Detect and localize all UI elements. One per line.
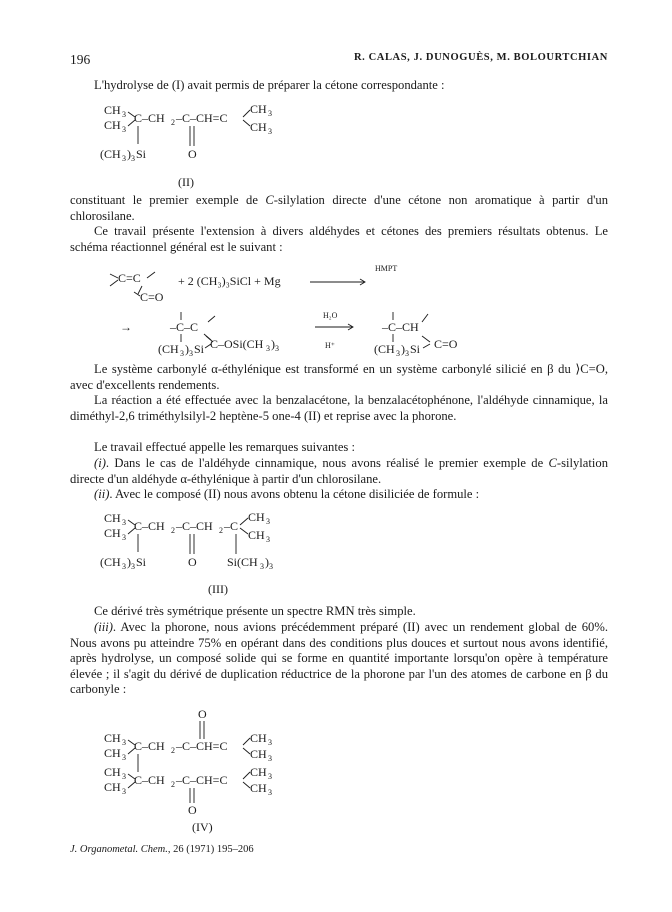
- svg-text:–C–C: –C–C: [170, 320, 199, 334]
- svg-text:3: 3: [122, 518, 126, 527]
- formula-iii-structure: [100, 508, 350, 578]
- reaction-scheme: [70, 260, 608, 363]
- svg-text:CH: CH: [104, 118, 121, 132]
- svg-text:CH: CH: [104, 780, 121, 794]
- paragraph-text: -silylation directe d'une cétone non aromatique à partir d'un chlorosilane.: [70, 193, 608, 223]
- paragraph-hydrolysis: L'hydrolyse de (I) avait permis de préparer la cétone correspondante :: [94, 78, 445, 92]
- svg-text:3: 3: [122, 772, 126, 781]
- paragraph-italic: C: [265, 193, 274, 207]
- svg-text:3: 3: [268, 127, 272, 136]
- paragraph-italic: (i): [94, 456, 106, 470]
- svg-text:3: 3: [131, 562, 135, 571]
- svg-text:CH: CH: [104, 511, 121, 525]
- svg-text:C=O: C=O: [434, 337, 458, 351]
- svg-text:CH: CH: [250, 102, 267, 116]
- page-header: [70, 52, 608, 70]
- svg-text:3: 3: [122, 738, 126, 747]
- svg-text:–C–CH: –C–CH: [382, 320, 419, 334]
- svg-text:3: 3: [122, 787, 126, 796]
- svg-text:3: 3: [122, 125, 126, 134]
- formula-iii-label: (III): [208, 582, 228, 596]
- svg-text:–C–CH=C: –C–CH=C: [176, 739, 228, 753]
- svg-text:C–CH: C–CH: [134, 739, 165, 753]
- svg-text:C=C: C=C: [118, 271, 141, 285]
- svg-text:): ): [185, 342, 189, 356]
- svg-text:2: 2: [219, 526, 223, 535]
- svg-text:3: 3: [268, 109, 272, 118]
- svg-text:–C–CH: –C–CH: [176, 519, 213, 533]
- svg-text:2: 2: [171, 118, 175, 127]
- journal-name: J. Organometal. Chem.: [70, 844, 168, 855]
- formula-iv-label: (IV): [192, 820, 213, 834]
- svg-text:3: 3: [189, 349, 193, 358]
- svg-text:(CH: (CH: [100, 147, 121, 161]
- formula-ii-label: (II): [178, 175, 194, 189]
- formula-iii: [100, 508, 350, 583]
- svg-text:C–CH: C–CH: [134, 773, 165, 787]
- scheme-hydrolysis-bottom: H⁺: [325, 341, 335, 350]
- formula-ii-structure: [100, 100, 320, 170]
- formula-iv-structure: [100, 706, 340, 826]
- svg-text:CH: CH: [104, 746, 121, 760]
- svg-text:): ): [265, 555, 269, 569]
- scheme-reagent: + 2 (CH₃)₃SiCl + Mg: [178, 274, 281, 288]
- svg-text:3: 3: [268, 772, 272, 781]
- svg-text:3: 3: [180, 349, 184, 358]
- svg-text:3: 3: [266, 344, 270, 353]
- svg-text:Si(CH: Si(CH: [227, 555, 258, 569]
- svg-text:Si: Si: [136, 555, 147, 569]
- svg-text:3: 3: [268, 788, 272, 797]
- svg-text:–C–CH=C: –C–CH=C: [176, 111, 228, 125]
- reaction-scheme-structures: [70, 260, 608, 358]
- svg-text:): ): [127, 555, 131, 569]
- svg-text:CH: CH: [248, 510, 265, 524]
- svg-text:CH: CH: [250, 731, 267, 745]
- paragraph-remark-i: [70, 456, 608, 487]
- svg-text:3: 3: [122, 154, 126, 163]
- svg-text:C–OSi(CH: C–OSi(CH: [210, 337, 264, 351]
- paragraph-remarks: Le travail effectué appelle les remarques suivantes :: [94, 440, 355, 454]
- svg-text:(CH: (CH: [100, 555, 121, 569]
- svg-text:3: 3: [269, 562, 273, 571]
- svg-text:Si: Si: [410, 342, 421, 356]
- svg-text:3: 3: [122, 562, 126, 571]
- svg-text:(CH: (CH: [158, 342, 179, 356]
- svg-text:3: 3: [405, 349, 409, 358]
- formula-ii: [100, 100, 320, 175]
- svg-text:O: O: [198, 707, 207, 721]
- svg-text:O: O: [188, 803, 197, 817]
- svg-text:): ): [401, 342, 405, 356]
- svg-text:CH: CH: [248, 528, 265, 542]
- svg-text:3: 3: [122, 110, 126, 119]
- page-number: 196: [70, 52, 91, 67]
- svg-text:C–CH: C–CH: [134, 111, 165, 125]
- svg-text:CH: CH: [250, 120, 267, 134]
- svg-text:CH: CH: [250, 765, 267, 779]
- svg-text:CH: CH: [104, 765, 121, 779]
- running-title: R. CALAS, J. DUNOGUÈS, M. BOLOURTCHIAN: [353, 52, 608, 63]
- svg-text:C=O: C=O: [140, 290, 164, 304]
- paragraph-transformation: Le système carbonylé α-éthylénique est transformé en un système carbonylé silicié en β du ⟩C=O, avec d'excellents rendements.: [70, 362, 608, 392]
- svg-text:Si: Si: [136, 147, 147, 161]
- svg-text:O: O: [188, 147, 197, 161]
- svg-text:2: 2: [171, 526, 175, 535]
- svg-text:→: →: [120, 320, 132, 334]
- paragraph-first-example: [70, 193, 608, 224]
- svg-text:O: O: [188, 555, 197, 569]
- scheme-solvent: HMPT: [375, 264, 398, 273]
- svg-text:3: 3: [268, 754, 272, 763]
- svg-text:3: 3: [266, 517, 270, 526]
- scheme-hydrolysis-top: H₂O: [323, 311, 338, 320]
- svg-text:Si: Si: [194, 342, 205, 356]
- svg-text:3: 3: [266, 535, 270, 544]
- svg-text:3: 3: [396, 349, 400, 358]
- paragraph-reaction-scope: La réaction a été effectuée avec la benzalacétone, la benzalacétophénone, l'aldéhyde cinnamique, la diméthyl-2,6 triméthylsilyl-2 heptène-5 one-4 (II) et reprise avec la phorone.: [70, 393, 608, 423]
- paragraph-remark-ii: [70, 487, 608, 503]
- paragraph-text: . Avec le composé (II) nous avons obtenu la cétone disiliciée de formule :: [109, 487, 480, 501]
- svg-text:3: 3: [260, 562, 264, 571]
- svg-text:2: 2: [171, 746, 175, 755]
- journal-citation: [70, 844, 254, 855]
- paragraph-nmr: Ce dérivé très symétrique présente un spectre RMN très simple.: [94, 604, 416, 618]
- svg-text:CH: CH: [250, 747, 267, 761]
- svg-text:3: 3: [275, 344, 279, 353]
- paragraph-italic: C: [548, 456, 557, 470]
- svg-text:3: 3: [122, 753, 126, 762]
- paragraph-text: . Dans le cas de l'aldéhyde cinnamique, nous avons réalisé le premier exemple de: [105, 456, 549, 470]
- svg-text:CH: CH: [104, 103, 121, 117]
- svg-text:CH: CH: [250, 781, 267, 795]
- svg-text:3: 3: [268, 738, 272, 747]
- svg-text:): ): [271, 337, 275, 351]
- svg-text:(CH: (CH: [374, 342, 395, 356]
- formula-iv: [100, 706, 340, 831]
- svg-text:3: 3: [131, 154, 135, 163]
- svg-text:CH: CH: [104, 526, 121, 540]
- svg-text:–C: –C: [224, 519, 239, 533]
- svg-text:–C–CH=C: –C–CH=C: [176, 773, 228, 787]
- paragraph-text: -silylation directe d'un aldéhyde α-éthylénique à partir d'un chlorosilane.: [70, 456, 608, 486]
- paragraph-extension: Ce travail présente l'extension à divers aldéhydes et cétones des premiers résultats obtenus. Le schéma réactionnel général est le suivant :: [70, 224, 608, 254]
- svg-text:): ): [127, 147, 131, 161]
- paragraph-text: constituant le premier exemple de: [70, 193, 266, 207]
- paragraph-text: . Avec la phorone, nous avions précédemment préparé (II) avec un rendement global de 60%. Nous avons pu atteindre 75% en opérant dans des conditions plus douces et surtout nous avons identifié, après hydrolyse, un composé solide qui se forme en quantité importante lorsqu'on opère à température élevée ; il s'agit du dérivé de duplication réductrice de la phorone par l'un des atomes de carbone en β du carbonyle :: [70, 620, 608, 697]
- paragraph-italic: (ii): [94, 487, 110, 501]
- svg-text:C–CH: C–CH: [134, 519, 165, 533]
- journal-volume: , 26 (1971) 195–206: [167, 844, 254, 855]
- paragraph-italic: (iii): [94, 620, 113, 634]
- svg-text:CH: CH: [104, 731, 121, 745]
- svg-text:2: 2: [171, 780, 175, 789]
- svg-text:3: 3: [122, 533, 126, 542]
- paragraph-remark-iii: [70, 620, 608, 698]
